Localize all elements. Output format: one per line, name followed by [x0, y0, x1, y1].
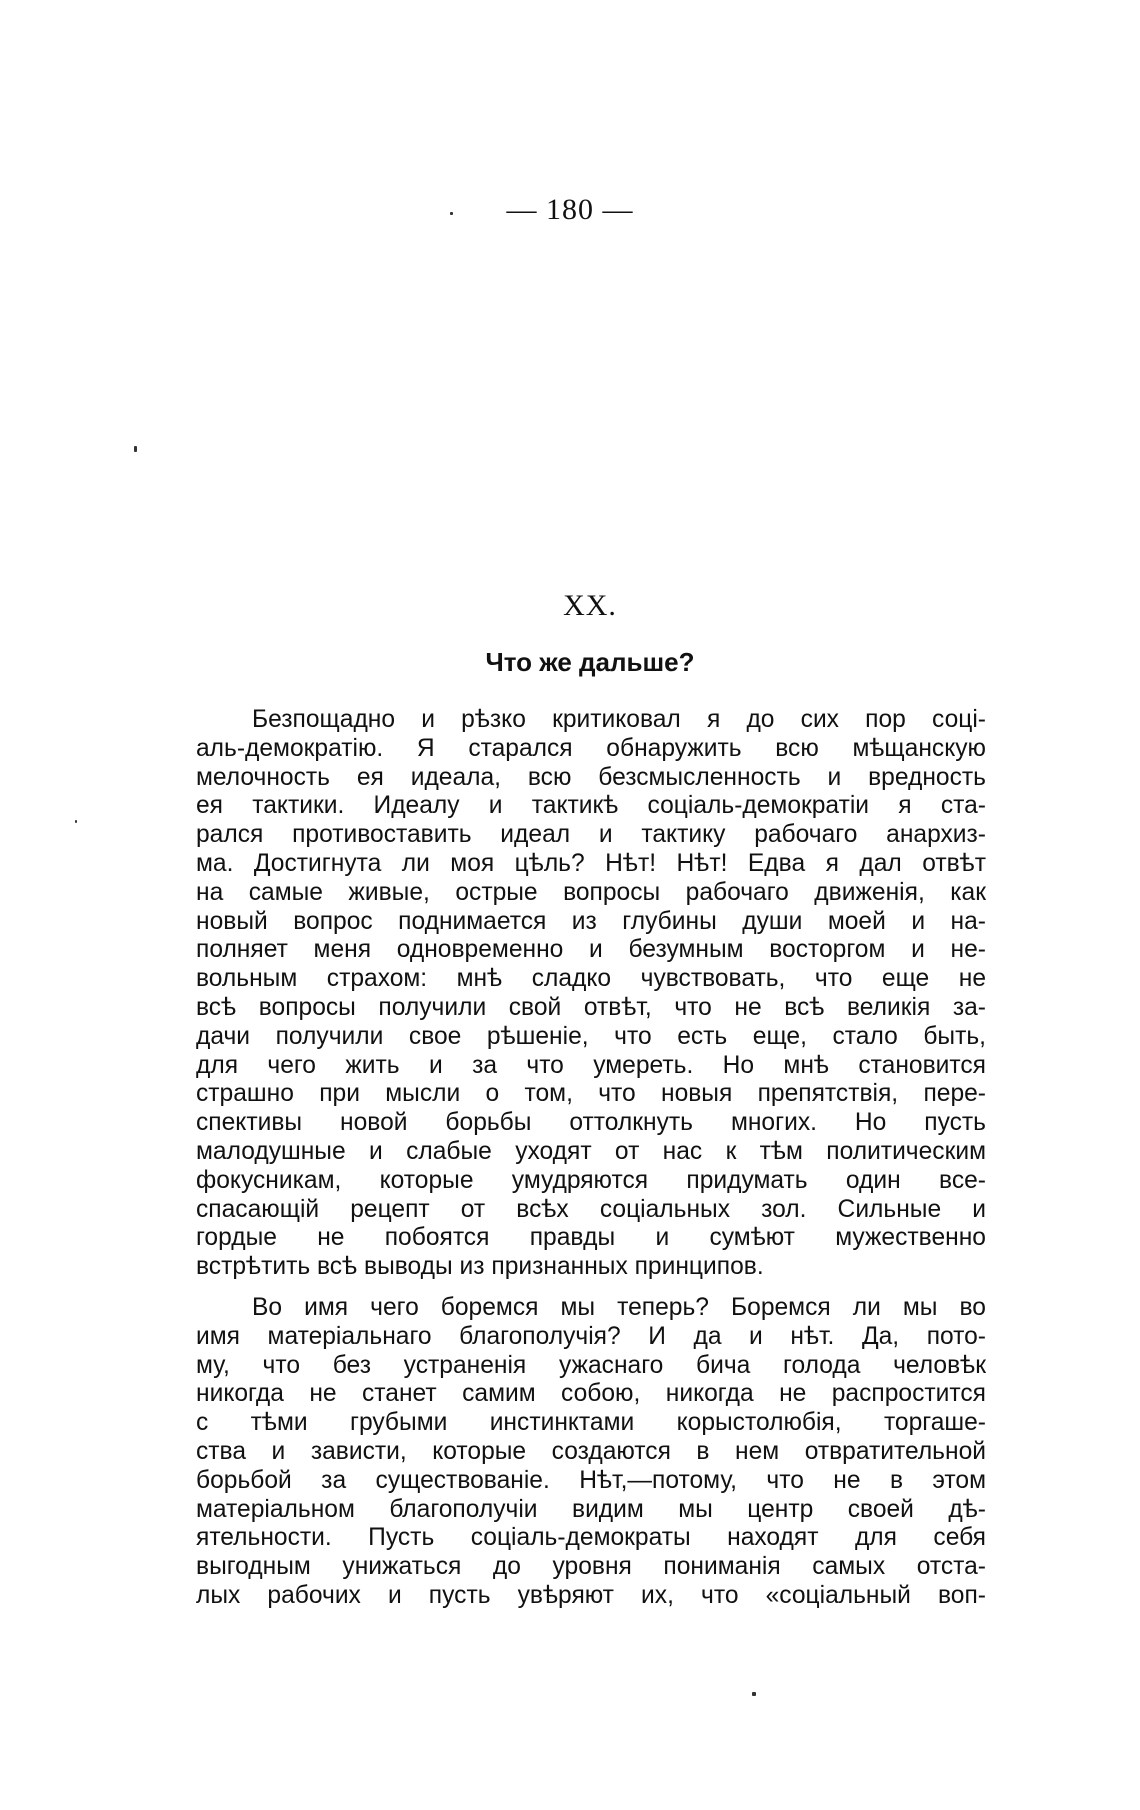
text-line: встрѣтить всѣ выводы из признанных принципов. — [196, 1253, 764, 1281]
text-line: ства и зависти, которые создаются в нем отвратительной — [196, 1437, 986, 1465]
text-line: Безпощадно и рѣзко критиковал я до сих пор соці- — [252, 706, 986, 733]
text-line: с тѣми грубыми инстинктами корыстолюбія, торгаше- — [196, 1409, 986, 1437]
scan-speck — [134, 446, 137, 452]
text-line: спективы новой борьбы оттолкнуть многих. Но пусть — [196, 1109, 986, 1137]
text-line: мелочность ея идеала, всю безсмысленность и вредность — [196, 763, 986, 791]
text-line: новый вопрос поднимается из глубины души моей и на- — [196, 907, 986, 935]
text-line: полняет меня одновременно и безумным восторгом и не- — [196, 936, 986, 964]
text-line: борьбой за существованіе. Нѣт,—потому, что не в этом — [196, 1466, 986, 1494]
text-line: имя матеріальнаго благополучія? И да и нѣт. Да, пото- — [196, 1322, 986, 1350]
text-line: ея тактики. Идеалу и тактикѣ соціаль-демократіи я ста- — [196, 792, 986, 820]
text-line: выгодным унижаться до уровня пониманія самых отста- — [196, 1553, 986, 1581]
text-line: на самые живые, острые вопросы рабочаго движенія, как — [196, 878, 986, 906]
text-line: никогда не станет самим собою, никогда не распростится — [196, 1380, 986, 1408]
text-line: гордые не побоятся правды и сумѣют мужественно — [196, 1224, 986, 1252]
scan-speck — [450, 212, 453, 215]
body-text — [196, 706, 986, 1611]
text-line: рался противоставить идеал и тактику рабочаго анархиз- — [196, 821, 986, 849]
text-line: аль-демократію. Я старался обнаружить всю мѣщанскую — [196, 734, 986, 762]
paragraph — [196, 1294, 986, 1611]
text-line: страшно при мысли о том, что новыя препятствія, пере- — [196, 1080, 986, 1108]
text-line: спасающій рецепт от всѣх соціальных зол. Сильные и — [196, 1195, 986, 1223]
page-number: — 180 — — [506, 193, 634, 226]
text-line: матеріальном благополучіи видим мы центр своей дѣ- — [196, 1495, 986, 1523]
text-line: му, что без устраненія ужаснаго бича голода человѣк — [196, 1351, 986, 1379]
text-line: для чего жить и за что умереть. Но мнѣ становится — [196, 1051, 986, 1079]
chapter-number: XX. — [563, 589, 617, 622]
text-line: всѣ вопросы получили свой отвѣт, что не всѣ великія за- — [196, 993, 986, 1021]
text-line: лых рабочих и пусть увѣряют их, что «соціальный воп- — [196, 1581, 986, 1609]
text-line: дачи получили свое рѣшеніе, что есть еще, стало быть, — [196, 1022, 986, 1050]
text-line: малодушные и слабые уходят от нас к тѣм политическим — [196, 1137, 986, 1165]
chapter-title: Что же дальше? — [485, 647, 695, 677]
text-line: вольным страхом: мнѣ сладко чувствовать, что еще не — [196, 965, 986, 993]
text-line: Во имя чего боремся мы теперь? Боремся ли мы во — [252, 1293, 986, 1321]
scan-speck — [752, 1692, 756, 1696]
paragraph — [196, 706, 986, 1282]
text-line: ма. Достигнута ли моя цѣль? Нѣт! Нѣт! Едва я дал отвѣт — [196, 849, 986, 877]
text-line: ятельности. Пусть соціаль-демократы находят для себя — [196, 1524, 986, 1552]
text-line: фокусникам, которые умудряются придумать один все- — [196, 1166, 986, 1194]
scan-speck — [75, 820, 77, 823]
